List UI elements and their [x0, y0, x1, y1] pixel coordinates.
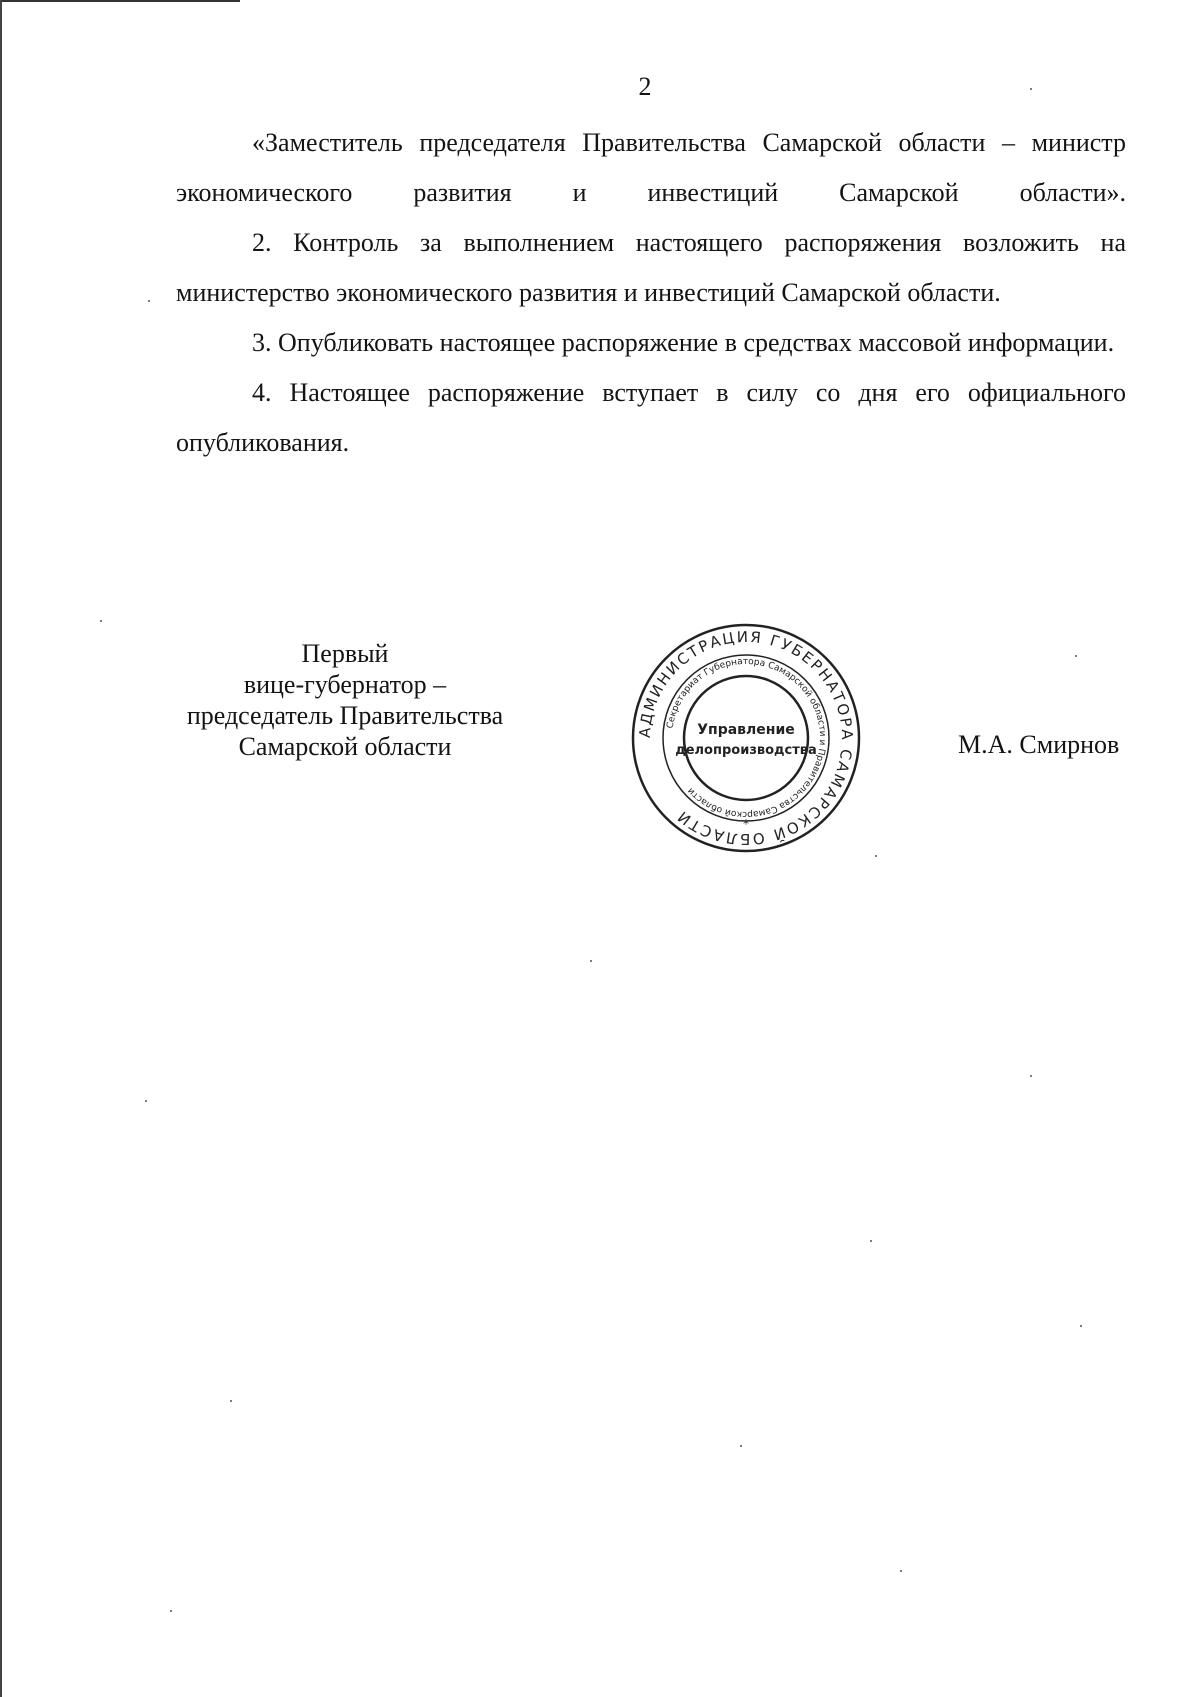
signer-position: [160, 638, 530, 762]
scan-speck: [590, 960, 592, 962]
scan-speck: [148, 300, 150, 302]
paragraph-4: 4. Настоящее распоряжение вступает в силу со дня его официального опубликования.: [176, 378, 1126, 457]
seal-center-line-1: Управление: [697, 722, 795, 738]
scan-speck: [740, 1445, 742, 1447]
signer-position-line: председатель Правительства: [186, 701, 504, 730]
scan-speck: [1075, 655, 1077, 657]
scan-speck: [875, 855, 877, 857]
paragraph-3: 3. Опубликовать настоящее распоряжение в средствах массовой информации.: [252, 328, 1115, 357]
scan-speck: [170, 1610, 172, 1612]
scan-speck: [1030, 1075, 1032, 1077]
seal-outer-text-path: АДМИНИСТРАЦИЯ ГУБЕРНАТОРА САМАРСКОЙ ОБЛАСТИ: [635, 627, 857, 849]
page-number: 2: [638, 72, 652, 101]
seal-inner-text: [666, 657, 827, 819]
document-body: [176, 118, 1126, 468]
scan-speck: [900, 1570, 902, 1572]
official-seal: [630, 622, 862, 854]
seal-star: *: [743, 817, 749, 831]
seal-center-line-2: делопроизводства: [675, 743, 817, 758]
scan-speck: [100, 620, 102, 622]
scan-edge-left: [0, 0, 2, 1697]
paragraph-2: 2. Контроль за выполнением настоящего распоряжения возложить на министерство экономического развития и инвестиций Самарской области.: [176, 228, 1126, 307]
scan-speck: [230, 1400, 232, 1402]
scan-speck: [1030, 88, 1032, 90]
signer-position-line: вице-губернатор –: [243, 670, 447, 699]
paragraph-quote: «Заместитель председателя Правительства Самарской области – министр экономического развития и инвестиций Самарской области».: [176, 128, 1126, 207]
signer-name: М.А. Смирнов: [958, 730, 1120, 759]
scan-edge-top: [0, 0, 240, 2]
scan-speck: [870, 1240, 872, 1242]
signer-position-line: Самарской области: [238, 732, 452, 761]
signer-position-line: Первый: [301, 639, 389, 668]
scan-speck: [1080, 1325, 1082, 1327]
seal-inner-ring: [684, 676, 808, 800]
seal-ring: [663, 655, 829, 821]
seal-inner-text-path: Секретариат Губернатора Самарской области и Правительства Самарской области: [665, 656, 828, 820]
scan-speck: [145, 1100, 147, 1102]
